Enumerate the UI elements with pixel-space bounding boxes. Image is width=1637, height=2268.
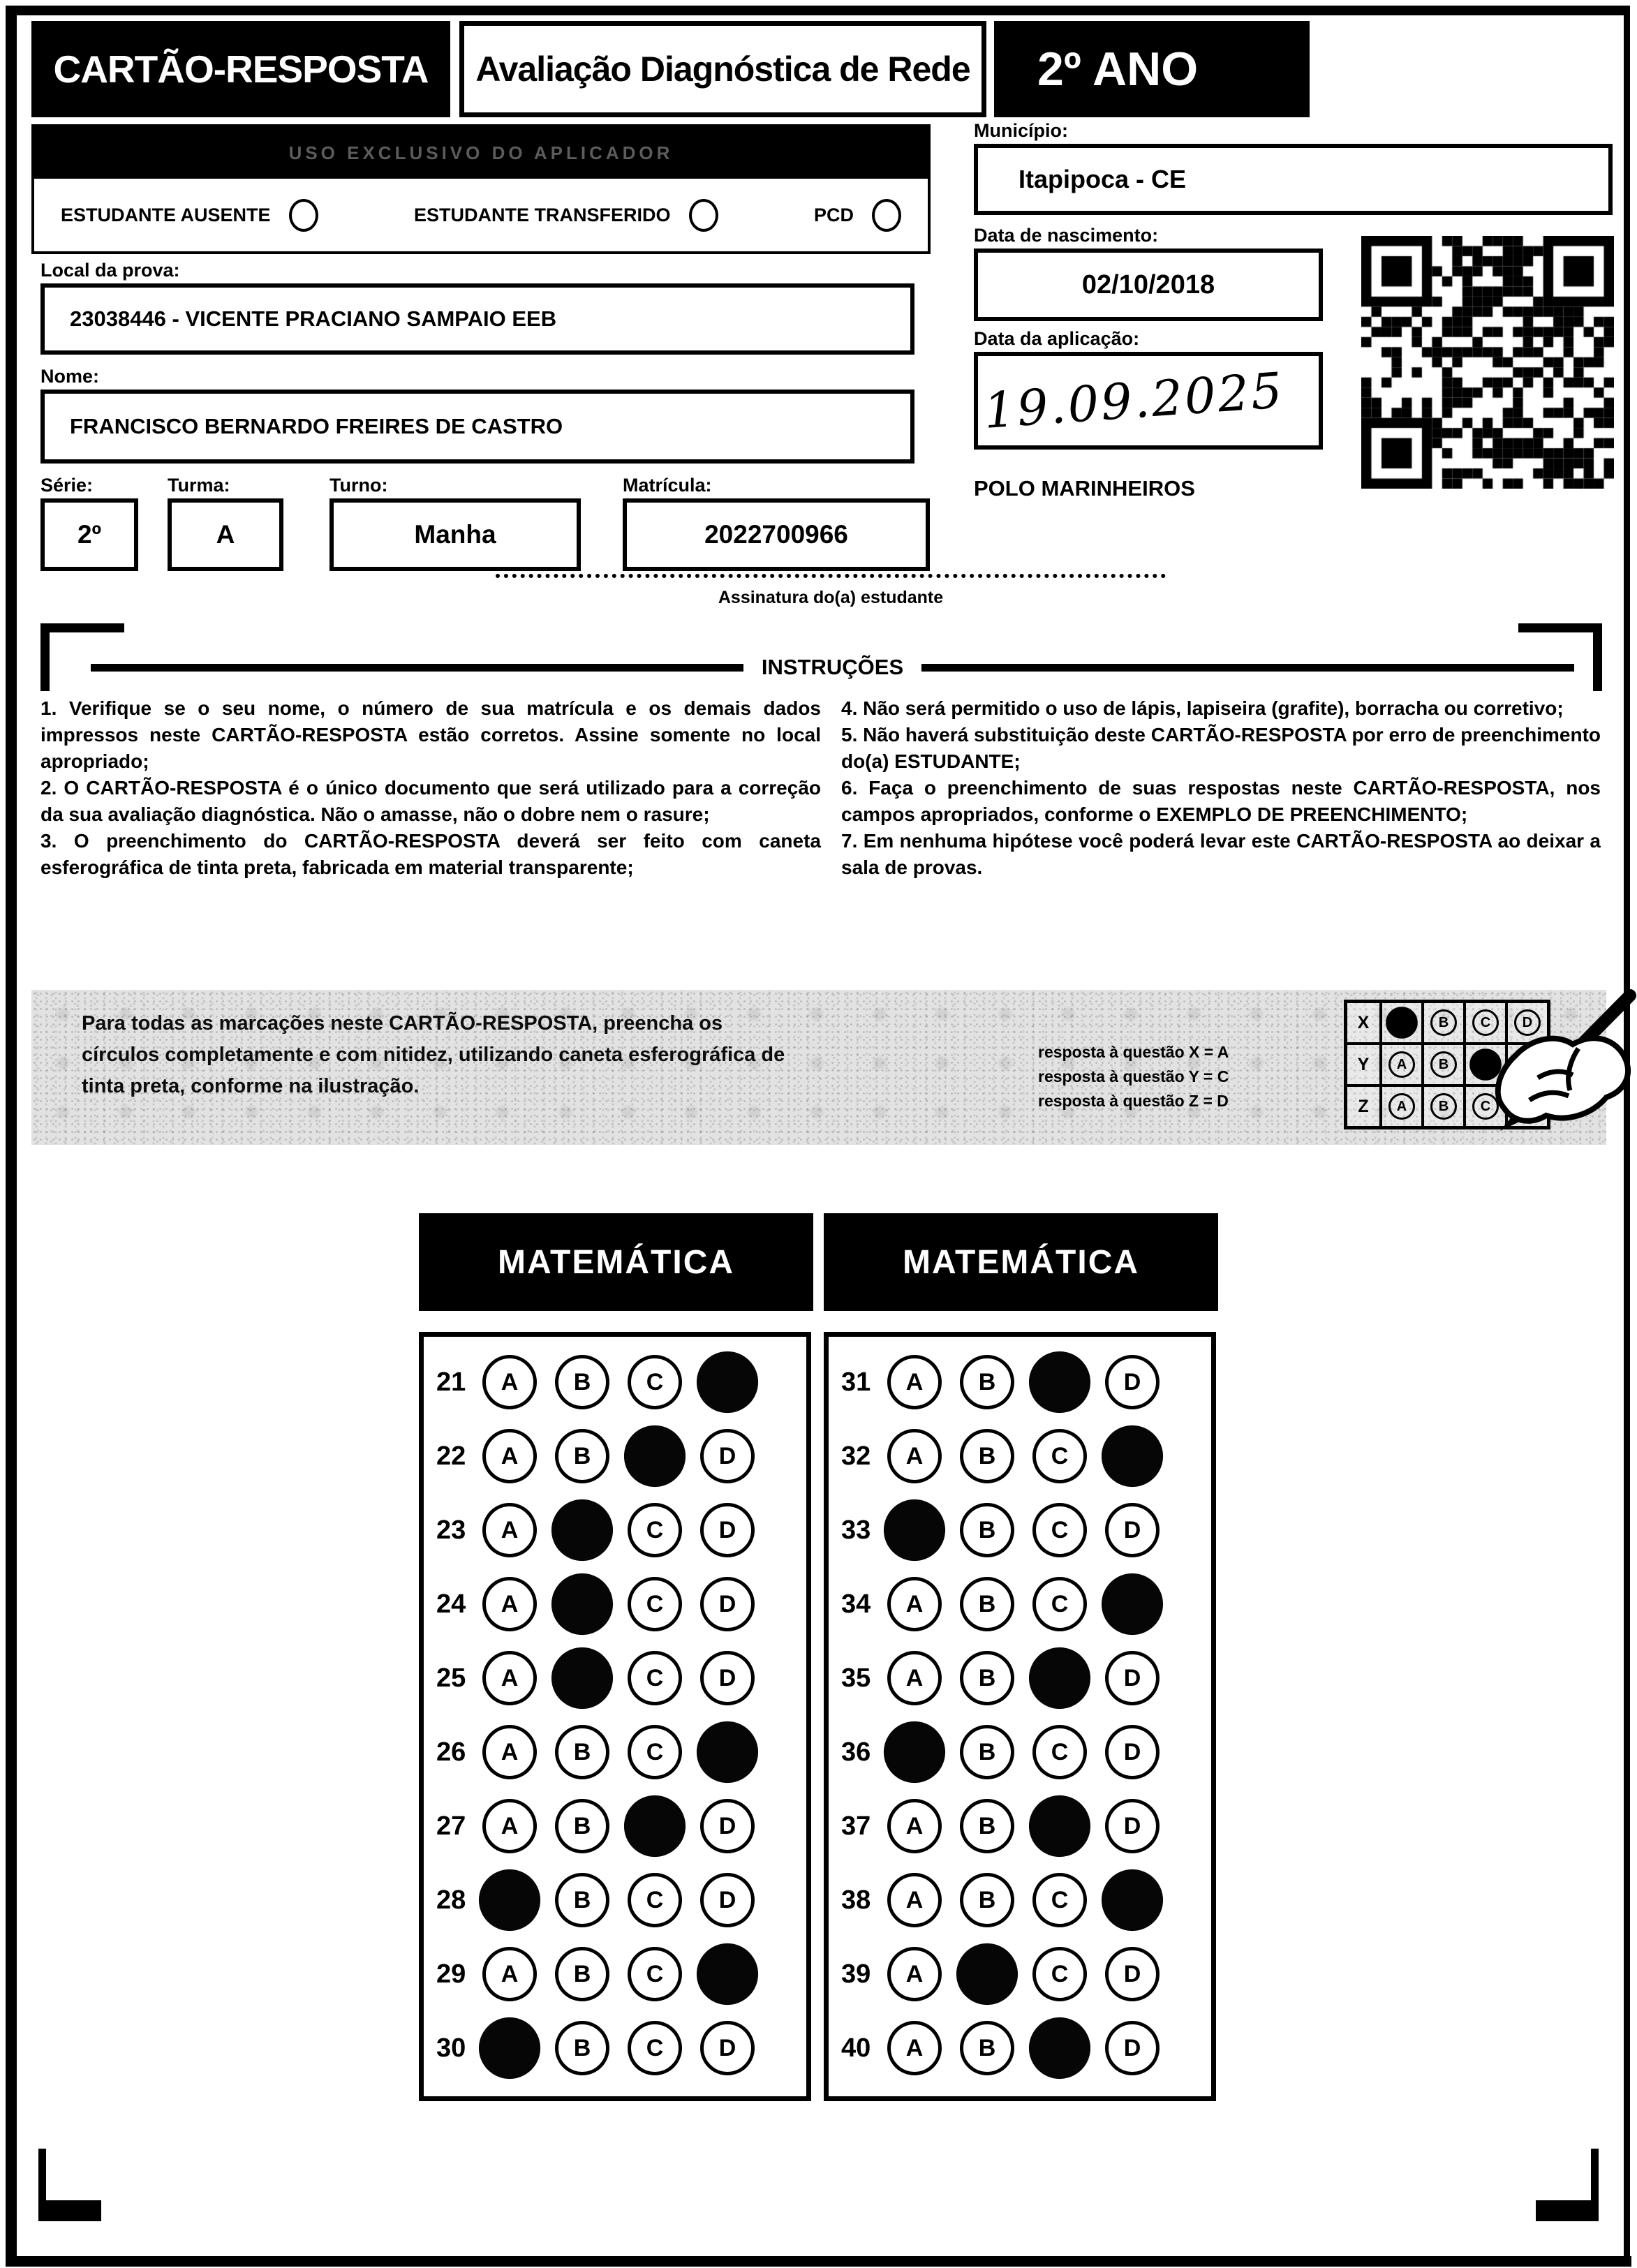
question-number: 34 — [841, 1589, 871, 1619]
question-row — [829, 2011, 1211, 2085]
answer-grid-31-40 — [824, 1332, 1216, 2101]
answer-bubble-d[interactable]: D — [700, 1873, 755, 1927]
turma-field — [168, 498, 283, 571]
answer-bubble-d[interactable]: D — [700, 2021, 755, 2075]
question-row — [829, 1789, 1211, 1863]
answer-bubble-b-filled[interactable] — [551, 1647, 613, 1709]
turma-label: Turma: — [168, 475, 230, 496]
signature-label: Assinatura do(a) estudante — [718, 588, 944, 607]
answer-bubble-c[interactable]: C — [1032, 1429, 1087, 1483]
answer-bubble-b[interactable]: B — [960, 1799, 1014, 1853]
answer-bubble-c[interactable]: C — [1032, 1947, 1087, 2001]
answer-bubble-c-filled[interactable] — [1029, 1795, 1090, 1857]
status-option-label: PCD — [813, 204, 854, 225]
answer-bubble-b[interactable]: B — [960, 1725, 1014, 1779]
status-option-label: ESTUDANTE AUSENTE — [61, 204, 271, 225]
question-number: 27 — [436, 1811, 466, 1841]
local-da-prova-label: Local da prova: — [40, 260, 180, 281]
page-border-bottom — [6, 2256, 1631, 2267]
answer-bubble-c[interactable]: C — [628, 1873, 682, 1927]
example-cell — [1379, 1087, 1421, 1126]
instruction-item: 4. Não será permitido o uso de lápis, lapiseira (grafite), borracha ou corretivo; — [841, 697, 1564, 719]
grade-label: 2º ANO — [1037, 43, 1199, 96]
status-option — [814, 199, 901, 232]
data-aplicacao-field — [974, 352, 1323, 450]
answer-bubble-a[interactable]: A — [482, 1503, 537, 1557]
header-rule-left — [91, 664, 743, 672]
answer-bubble-c[interactable]: C — [628, 1503, 682, 1557]
turno-label: Turno: — [329, 475, 388, 496]
qr-code — [1361, 236, 1614, 489]
question-number: 26 — [436, 1737, 466, 1767]
answer-bubble-c[interactable]: C — [628, 1947, 682, 2001]
answer-bubble-c[interactable]: C — [1032, 1873, 1087, 1927]
question-number: 35 — [841, 1663, 871, 1693]
question-row — [829, 1641, 1211, 1715]
answer-bubble-b[interactable]: B — [960, 1873, 1014, 1927]
applicator-bar-label: USO EXCLUSIVO DO APLICADOR — [288, 142, 674, 163]
instructions-title: INSTRUÇÕES — [761, 655, 904, 679]
answer-bubble-a-filled[interactable] — [479, 2017, 540, 2079]
applicator-bar — [34, 127, 928, 179]
answer-bubble-d[interactable]: D — [700, 1577, 755, 1631]
section-header-matematica-1 — [419, 1213, 813, 1311]
instructions-right-column — [841, 695, 1601, 882]
question-row — [829, 1345, 1211, 1419]
instruction-item: 2. O CARTÃO-RESPOSTA é o único documento que será utilizado para a correção da sua avaliação diagnóstica. Não o amasse, não o dobre nem o rasure; — [40, 777, 821, 826]
fill-example-text-line: círculos completamente e com nitidez, utilizando caneta esferográfica de — [82, 1043, 785, 1066]
answer-bubble-c-filled[interactable] — [1029, 2017, 1090, 2079]
question-row — [424, 1937, 806, 2011]
answer-bubble-a-filled[interactable] — [884, 1499, 945, 1561]
answer-bubble-b[interactable]: B — [555, 1429, 609, 1483]
example-bubble: A — [1388, 1093, 1415, 1120]
question-number: 28 — [436, 1885, 466, 1915]
answer-bubble-a[interactable]: A — [482, 1947, 537, 2001]
question-number: 25 — [436, 1663, 466, 1693]
data-nascimento-field — [974, 249, 1323, 321]
instruction-item: 1. Verifique se o seu nome, o número de sua matrícula e os demais dados impressos neste CARTÃO-RESPOSTA estão corretos. Assine somente no local apropriado; — [40, 697, 821, 773]
answer-bubble-a[interactable]: A — [887, 1355, 942, 1409]
answer-bubble-a[interactable]: A — [887, 1577, 942, 1631]
question-row — [424, 1641, 806, 1715]
answer-bubble-c-filled[interactable] — [624, 1795, 686, 1857]
municipio-field — [974, 144, 1613, 215]
answer-bubble-d[interactable]: D — [1105, 1725, 1160, 1779]
question-number: 21 — [436, 1367, 466, 1397]
answer-bubble-b[interactable]: B — [555, 1873, 609, 1927]
answer-bubble-b[interactable]: B — [960, 1355, 1014, 1409]
exam-title-banner — [459, 21, 986, 117]
page-border-top — [6, 6, 1629, 15]
fill-example-legend-line: resposta à questão X = A — [1038, 1043, 1229, 1061]
fill-example-text-line: Para todas as marcações neste CARTÃO-RESPOSTA, preencha os — [82, 1012, 723, 1035]
example-bubble: B — [1430, 1009, 1457, 1036]
answer-bubble-b-filled[interactable] — [551, 1499, 613, 1561]
answer-bubble-d[interactable]: D — [700, 1429, 755, 1483]
answer-bubble-b[interactable]: B — [555, 2021, 609, 2075]
question-number: 29 — [436, 1959, 466, 1989]
nome-label: Nome: — [40, 366, 100, 387]
example-bubble: C — [1472, 1093, 1499, 1120]
answer-bubble-d-filled[interactable] — [697, 1351, 758, 1413]
instruction-item: 6. Faça o preenchimento de suas respostas neste CARTÃO-RESPOSTA, nos campos apropriados, conforme o EXEMPLO DE PREENCHIMENTO; — [841, 777, 1601, 826]
question-number: 38 — [841, 1885, 871, 1915]
answer-bubble-b-filled[interactable] — [956, 1943, 1018, 2005]
answer-bubble-d[interactable]: D — [1105, 2021, 1160, 2075]
status-option — [61, 199, 318, 232]
matricula-label: Matrícula: — [623, 475, 712, 496]
question-row — [829, 1863, 1211, 1937]
nome-value: FRANCISCO BERNARDO FREIRES DE CASTRO — [70, 414, 563, 438]
corner-mark-top-right — [1518, 623, 1602, 632]
municipio-value: Itapipoca - CE — [1019, 165, 1187, 193]
status-option-label: ESTUDANTE TRANSFERIDO — [414, 204, 671, 225]
serie-label: Série: — [40, 475, 94, 496]
instruction-item: 5. Não haverá substituição deste CARTÃO-RESPOSTA por erro de preenchimento do(a) ESTUDANTE; — [841, 724, 1601, 773]
answer-bubble-b[interactable]: B — [555, 1355, 609, 1409]
answer-bubble-c[interactable]: C — [628, 2021, 682, 2075]
instruction-item: 7. Em nenhuma hipótese você poderá levar este CARTÃO-RESPOSTA ao deixar a sala de provas. — [841, 830, 1601, 879]
answer-grid-21-30 — [419, 1332, 811, 2101]
answer-bubble-b[interactable]: B — [555, 1947, 609, 2001]
status-option — [414, 199, 718, 232]
answer-bubble-b[interactable]: B — [960, 2021, 1014, 2075]
question-number: 33 — [841, 1515, 871, 1545]
data-nascimento-label: Data de nascimento: — [974, 225, 1159, 246]
question-row — [424, 1493, 806, 1567]
example-bubble: A — [1388, 1051, 1415, 1078]
answer-bubble-d[interactable]: D — [1105, 1799, 1160, 1853]
turma-value: A — [216, 520, 235, 549]
answer-bubble-a[interactable]: A — [887, 2021, 942, 2075]
question-row — [424, 1715, 806, 1789]
answer-bubble-b[interactable]: B — [960, 1503, 1014, 1557]
answer-bubble-a[interactable]: A — [482, 1355, 537, 1409]
answer-bubble-d[interactable]: D — [1105, 1651, 1160, 1705]
matricula-field — [623, 498, 930, 571]
answer-bubble-d-filled[interactable] — [1102, 1573, 1163, 1635]
question-number: 24 — [436, 1589, 466, 1619]
instructions-left-column — [40, 695, 821, 882]
card-title: CARTÃO-RESPOSTA — [53, 47, 429, 91]
answer-bubble-a[interactable]: A — [887, 1799, 942, 1853]
fill-example-legend — [1038, 1040, 1229, 1113]
fill-example-text-line: tinta preta, conforme na ilustração. — [82, 1074, 420, 1097]
data-aplicacao-label: Data da aplicação: — [974, 328, 1140, 349]
question-number: 22 — [436, 1441, 466, 1471]
corner-mark-bottom-right — [1536, 2200, 1599, 2221]
question-row — [829, 1567, 1211, 1641]
question-row — [829, 1419, 1211, 1493]
answer-bubble-b[interactable]: B — [555, 1799, 609, 1853]
nome-field — [40, 390, 914, 464]
card-title-banner — [31, 21, 450, 117]
answer-bubble-c-filled[interactable] — [624, 1425, 686, 1487]
question-row — [424, 1863, 806, 1937]
answer-bubble-d-filled[interactable] — [1102, 1425, 1163, 1487]
answer-bubble-a[interactable]: A — [482, 1725, 537, 1779]
answer-bubble-b-filled[interactable] — [551, 1573, 613, 1635]
answer-bubble-d[interactable]: D — [1105, 1355, 1160, 1409]
answer-bubble-a[interactable]: A — [482, 1577, 537, 1631]
question-row — [424, 1789, 806, 1863]
local-da-prova-field — [40, 283, 914, 355]
example-row-label: X — [1357, 1012, 1370, 1032]
example-cell — [1379, 1003, 1421, 1042]
question-number: 39 — [841, 1959, 871, 1989]
answer-bubble-b[interactable]: B — [960, 1651, 1014, 1705]
question-number: 23 — [436, 1515, 466, 1545]
answer-bubble-c[interactable]: C — [628, 1355, 682, 1409]
status-option-circle[interactable] — [872, 199, 901, 232]
example-row-label: Y — [1357, 1054, 1370, 1074]
answer-bubble-a[interactable]: A — [887, 1651, 942, 1705]
local-da-prova-value: 23038446 - VICENTE PRACIANO SAMPAIO EEB — [70, 306, 557, 331]
question-row — [829, 1715, 1211, 1789]
answer-bubble-d-filled[interactable] — [697, 1943, 758, 2005]
turno-value: Manha — [414, 520, 496, 549]
answer-bubble-a[interactable]: A — [482, 1651, 537, 1705]
answer-bubble-c[interactable]: C — [628, 1651, 682, 1705]
hand-pen-illustration — [1433, 988, 1637, 1145]
question-number: 36 — [841, 1737, 871, 1767]
header-rule-right — [921, 664, 1574, 672]
matricula-value: 2022700966 — [704, 520, 848, 549]
answer-bubble-a[interactable]: A — [887, 1873, 942, 1927]
section-header-matematica-2 — [824, 1213, 1218, 1311]
answer-bubble-a-filled[interactable] — [479, 1869, 540, 1931]
answer-bubble-d[interactable]: D — [700, 1503, 755, 1557]
question-number: 40 — [841, 2033, 871, 2063]
fill-example-text — [82, 1008, 947, 1102]
fill-example-band — [31, 990, 1606, 1145]
answer-bubble-d[interactable]: D — [700, 1799, 755, 1853]
answer-bubble-c[interactable]: C — [628, 1577, 682, 1631]
question-row — [424, 1345, 806, 1419]
question-number: 30 — [436, 2033, 466, 2063]
corner-mark-bottom-left — [38, 2200, 101, 2221]
instructions-header — [91, 655, 1574, 680]
answer-bubble-d[interactable]: D — [1105, 1503, 1160, 1557]
answer-bubble-c[interactable]: C — [1032, 1503, 1087, 1557]
grade-banner — [994, 21, 1310, 117]
question-row — [829, 1937, 1211, 2011]
answer-bubble-c-filled[interactable] — [1029, 1647, 1090, 1709]
section-title: MATEMÁTICA — [497, 1243, 735, 1281]
question-row — [424, 1419, 806, 1493]
serie-value: 2º — [77, 520, 102, 549]
status-option-circle[interactable] — [289, 199, 318, 232]
question-number: 32 — [841, 1441, 871, 1471]
example-bubble: D — [1514, 1009, 1541, 1036]
answer-bubble-a-filled[interactable] — [884, 1721, 945, 1783]
page-border-left — [6, 6, 17, 2258]
answer-bubble-d-filled[interactable] — [697, 1721, 758, 1783]
corner-mark-top-left — [40, 623, 124, 632]
question-row — [424, 1567, 806, 1641]
corner-mark-top-left — [40, 623, 50, 691]
answer-bubble-c-filled[interactable] — [1029, 1351, 1090, 1413]
answer-bubble-c[interactable]: C — [628, 1725, 682, 1779]
question-number: 31 — [841, 1367, 871, 1397]
polo-label: POLO MARINHEIROS — [974, 476, 1195, 501]
section-title: MATEMÁTICA — [902, 1243, 1140, 1281]
serie-field — [40, 498, 138, 571]
data-aplicacao-handwritten-value: 19.09.2025 — [982, 362, 1287, 440]
answer-bubble-d-filled[interactable] — [1102, 1869, 1163, 1931]
question-number: 37 — [841, 1811, 871, 1841]
answer-bubble-a[interactable]: A — [482, 1429, 537, 1483]
fill-example-legend-line: resposta à questão Y = C — [1038, 1067, 1229, 1085]
status-options-row — [34, 179, 928, 251]
answer-bubble-a[interactable]: A — [887, 1429, 942, 1483]
answer-bubble-d[interactable]: D — [1105, 1947, 1160, 2001]
example-bubble: C — [1472, 1009, 1499, 1036]
applicator-section — [31, 124, 931, 254]
status-option-circle[interactable] — [689, 199, 718, 232]
example-bubble: B — [1430, 1093, 1457, 1120]
question-row — [424, 2011, 806, 2085]
answer-bubble-b[interactable]: B — [960, 1429, 1014, 1483]
answer-bubble-c[interactable]: C — [1032, 1725, 1087, 1779]
exam-title: Avaliação Diagnóstica de Rede — [475, 50, 970, 89]
answer-bubble-b[interactable]: B — [960, 1577, 1014, 1631]
corner-mark-top-right — [1593, 623, 1602, 691]
question-row — [829, 1493, 1211, 1567]
answer-bubble-a[interactable]: A — [887, 1947, 942, 2001]
turno-field — [329, 498, 581, 571]
data-nascimento-value: 02/10/2018 — [1081, 269, 1215, 299]
example-cell — [1379, 1045, 1421, 1084]
answer-bubble-a[interactable]: A — [482, 1799, 537, 1853]
example-bubble-filled — [1386, 1007, 1418, 1039]
fill-example-legend-line: resposta à questão Z = D — [1038, 1091, 1229, 1110]
answer-bubble-b[interactable]: B — [555, 1725, 609, 1779]
answer-bubble-c[interactable]: C — [1032, 1577, 1087, 1631]
signature-line[interactable] — [496, 574, 1166, 578]
municipio-label: Município: — [974, 120, 1068, 141]
answer-bubble-d[interactable]: D — [700, 1651, 755, 1705]
instruction-item: 3. O preenchimento do CARTÃO-RESPOSTA deverá ser feito com caneta esferográfica de tinta preta, fabricada em material transparente; — [40, 830, 821, 879]
example-row-label: Z — [1358, 1096, 1369, 1116]
example-bubble: B — [1430, 1051, 1457, 1078]
